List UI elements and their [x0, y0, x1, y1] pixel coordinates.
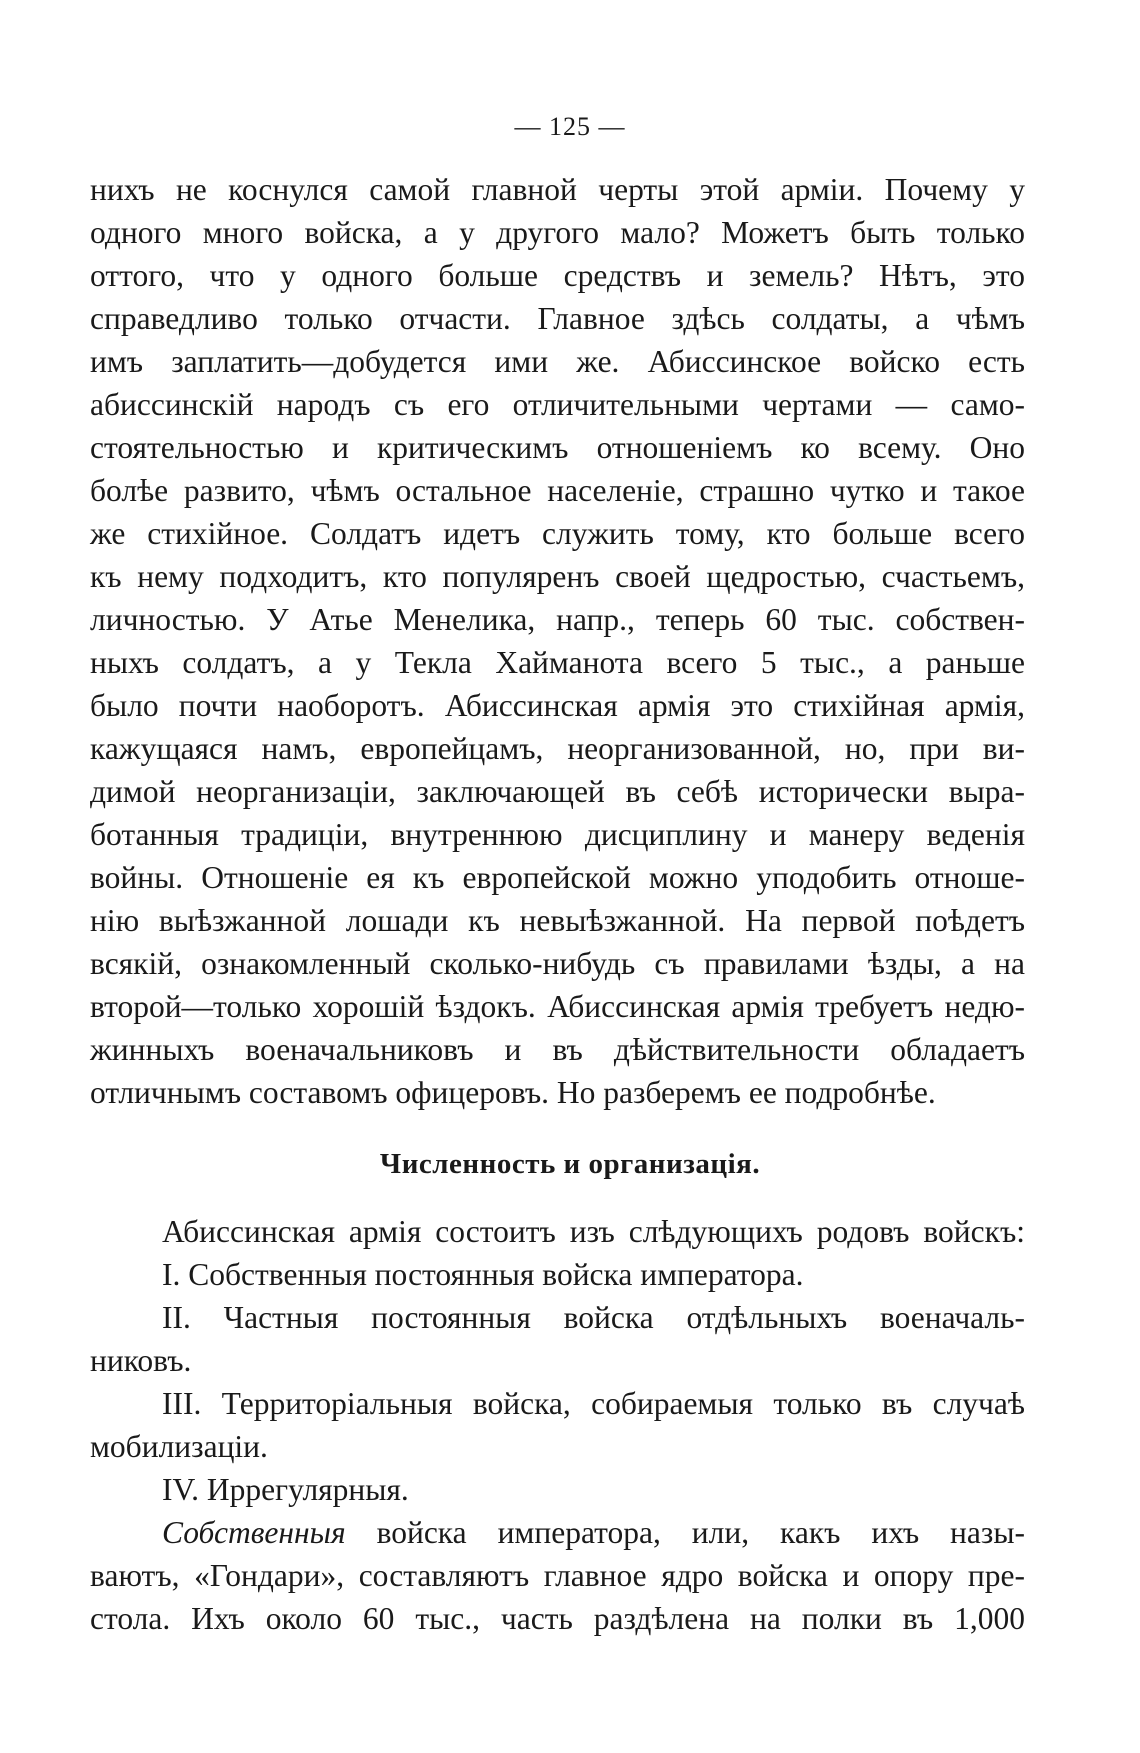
- list-item-continuation: никовъ.: [90, 1343, 192, 1378]
- text-line: стола. Ихъ около 60 тыс., часть раздѣлена на полки въ 1,000: [90, 1601, 1025, 1636]
- text-line: одного много войска, а у другого мало? Можетъ быть только: [90, 215, 1025, 250]
- text-line: оттого, что у одного больше средствъ и земель? Нѣтъ, это: [90, 258, 1025, 293]
- text-line: абиссинскій народъ съ его отличительными чертами — само-: [90, 387, 1025, 422]
- list-item: IV. Иррегулярныя.: [162, 1472, 409, 1507]
- text-line: ныхъ солдатъ, а у Текла Хайманота всего 5 тыс., а раньше: [90, 645, 1025, 680]
- text-line: всякій, ознакомленный сколько-нибудь съ правилами ѣзды, а на: [90, 946, 1025, 981]
- text-line: было почти наоборотъ. Абиссинская армія это стихійная армія,: [90, 688, 1025, 723]
- text-line: нихъ не коснулся самой главной черты этой арміи. Почему у: [90, 172, 1025, 207]
- text-line: нію выѣзжанной лошади къ невыѣзжанной. На первой поѣдетъ: [90, 903, 1025, 938]
- text-line: справедливо только отчасти. Главное здѣсь солдаты, а чѣмъ: [90, 301, 1025, 336]
- section-heading: Численность и организація.: [379, 1148, 761, 1180]
- emphasized-word: Собственныя: [162, 1515, 346, 1550]
- text-line: же стихійное. Солдатъ идетъ служить тому, кто больше всего: [90, 516, 1025, 551]
- text-line: кажущаяся намъ, европейцамъ, неорганизованной, но, при ви-: [90, 731, 1025, 766]
- text-line: стоятельностью и критическимъ отношеніемъ ко всему. Оно: [90, 430, 1025, 465]
- text-line: Абиссинская армія состоитъ изъ слѣдующихъ родовъ войскъ:: [162, 1214, 1025, 1249]
- text-line: второй—только хорошій ѣздокъ. Абиссинская армія требуетъ недю-: [90, 989, 1025, 1024]
- paragraph-1: [90, 168, 1025, 1114]
- paragraph-2: [90, 1210, 1025, 1640]
- list-item-continuation: мобилизаціи.: [90, 1429, 268, 1464]
- text-line: ботанныя традиціи, внутреннюю дисциплину и манеру веденія: [90, 817, 1025, 852]
- list-item: II. Частныя постоянныя войска отдѣльныхъ военачаль-: [162, 1300, 1025, 1335]
- text-line: имъ заплатить—добудется ими же. Абиссинское войско есть: [90, 344, 1025, 379]
- text-fragment: войска императора, или, какъ ихъ назы-: [345, 1515, 1025, 1550]
- text-line: личностью. У Атье Менелика, напр., теперь 60 тыс. собствен-: [90, 602, 1025, 637]
- text-line: жинныхъ военачальниковъ и въ дѣйствительности обладаетъ: [90, 1032, 1025, 1067]
- text-line: къ нему подходитъ, кто популяренъ своей щедростью, счастьемъ,: [90, 559, 1025, 594]
- text-line: войны. Отношеніе ея къ европейской можно уподобить отноше-: [90, 860, 1025, 895]
- list-item: I. Собственныя постоянныя войска императора.: [162, 1257, 804, 1292]
- text-line: ваютъ, «Гондари», составляютъ главное ядро войска и опору пре-: [90, 1558, 1025, 1593]
- list-item: III. Территоріальныя войска, собираемыя только въ случаѣ: [162, 1386, 1025, 1421]
- page-number: — 125 —: [514, 112, 626, 141]
- text-line: болѣе развито, чѣмъ остальное населеніе, страшно чутко и такое: [90, 473, 1025, 508]
- text-line: [90, 1511, 1025, 1554]
- text-line: отличнымъ составомъ офицеровъ. Но разберемъ ее подробнѣе.: [90, 1075, 936, 1110]
- text-line: димой неорганизаціи, заключающей въ себѣ исторически выра-: [90, 774, 1025, 809]
